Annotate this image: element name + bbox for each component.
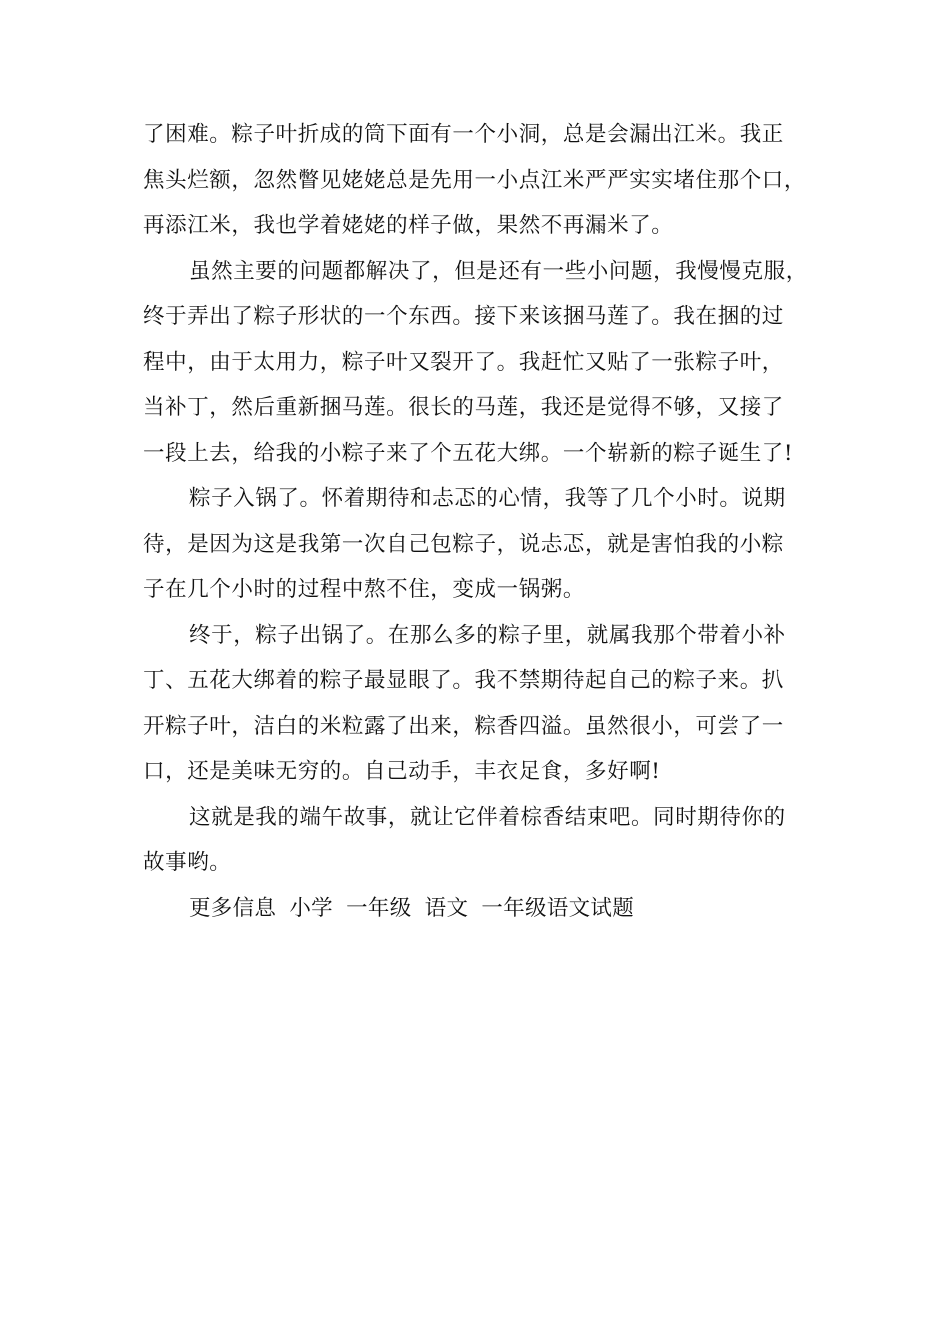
article-body [143,112,833,931]
paragraph-line: 当补丁，然后重新捆马莲。很长的马莲，我还是觉得不够，又接了 [143,395,784,420]
paragraph-line: 虽然主要的问题都解决了，但是还有一些小问题，我慢慢克服， [189,258,808,284]
paragraph-line: 终于弄出了粽子形状的一个东西。接下来该捆马莲了。我在捆的过 [143,304,784,329]
paragraph-1 [143,112,833,249]
more-info-tag-link[interactable]: 一年级语文试题 [481,895,634,921]
more-info-line [143,886,833,932]
paragraph-line: 口，还是美味无穷的。自己动手，丰衣足食，多好啊! [143,759,661,784]
paragraph-line: 丁、五花大绑着的粽子最显眼了。我不禁期待起自己的粽子来。扒 [143,668,784,693]
paragraph-line: 焦头烂额，忽然瞥见姥姥总是先用一小点江米严严实实堵住那个口， [143,167,807,193]
paragraph-3 [143,476,833,613]
paragraph-5 [143,795,833,886]
paragraph-line: 再添江米，我也学着姥姥的样子做，果然不再漏米了。 [143,213,674,238]
paragraph-2 [143,249,833,477]
paragraph-line: 粽子入锅了。怀着期待和忐忑的心情，我等了几个小时。说期 [189,486,786,511]
more-info-label: 更多信息 [189,895,277,921]
paragraph-line: 子在几个小时的过程中熬不住，变成一锅粥。 [143,577,586,602]
paragraph-line: 一段上去，给我的小粽子来了个五花大绑。一个崭新的粽子诞生了! [143,440,794,466]
paragraph-line: 这就是我的端午故事，就让它伴着棕香结束吧。同时期待你的 [189,804,786,830]
more-info-tag-link[interactable]: 语文 [424,895,469,921]
paragraph-line: 了困难。粽子叶折成的筒下面有一个小洞，总是会漏出江米。我正 [143,122,784,147]
paragraph-line: 终于，粽子出锅了。在那么多的粽子里，就属我那个带着小补 [189,622,786,648]
paragraph-line: 开粽子叶，洁白的米粒露了出来，粽香四溢。虽然很小，可尝了一 [143,713,784,739]
paragraph-line: 待，是因为这是我第一次自己包粽子，说忐忑，就是害怕我的小粽 [143,531,784,557]
more-info-tag-link[interactable]: 小学 [289,895,333,921]
paragraph-4 [143,613,833,795]
more-info-tag-link[interactable]: 一年级 [346,895,412,921]
paragraph-line: 程中，由于太用力，粽子叶又裂开了。我赶忙又贴了一张粽子叶， [143,349,784,375]
paragraph-line: 故事哟。 [143,850,232,875]
